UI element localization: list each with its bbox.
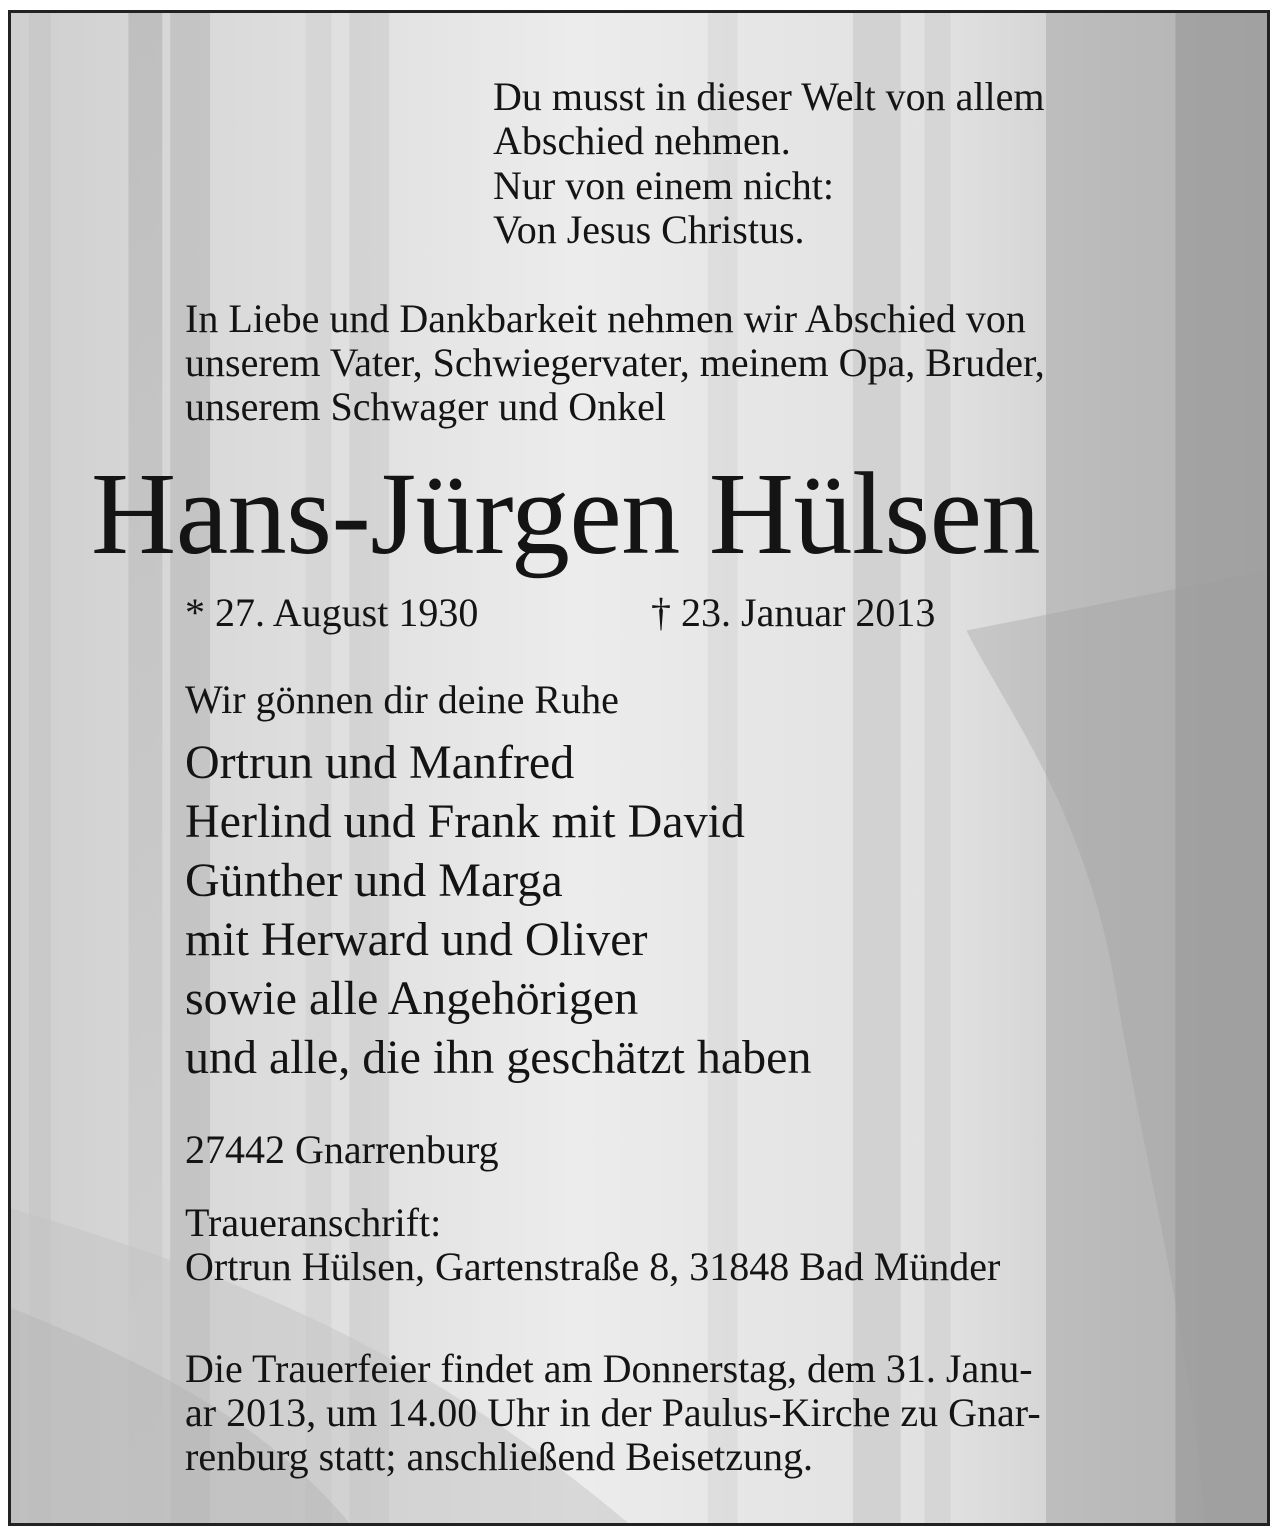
- family-line: Herlind und Frank mit David: [185, 795, 745, 848]
- birth-date: * 27. August 1930: [185, 590, 479, 635]
- address-label: Traueranschrift:: [185, 1200, 442, 1245]
- family-line: sowie alle Angehörigen: [185, 972, 639, 1025]
- family-line: Ortrun und Manfred: [185, 736, 575, 789]
- family-line: und alle, die ihn geschätzt haben: [185, 1031, 812, 1084]
- intro-line: unserem Schwager und Onkel: [185, 384, 666, 429]
- place-line: 27442 Gnarrenburg: [185, 1127, 499, 1172]
- death-date: † 23. Januar 2013: [651, 590, 936, 635]
- intro-line: In Liebe und Dankbarkeit nehmen wir Abschied von: [185, 296, 1026, 341]
- verse-line: Nur von einem nicht:: [493, 163, 835, 208]
- verse-line: Von Jesus Christus.: [493, 207, 805, 252]
- family-line: mit Herward und Oliver: [185, 913, 648, 966]
- verse-line: Du musst in dieser Welt von allem: [493, 74, 1045, 119]
- rest-line: Wir gönnen dir deine Ruhe: [185, 677, 619, 722]
- notice-frame: [8, 10, 1270, 1526]
- address-line: Ortrun Hülsen, Gartenstraße 8, 31848 Bad Münder: [185, 1244, 1001, 1289]
- service-line: Die Trauerfeier findet am Donnerstag, dem 31. Janu-: [185, 1346, 1033, 1391]
- family-line: Günther und Marga: [185, 854, 563, 907]
- verse-line: Abschied nehmen.: [493, 118, 791, 163]
- service-line: renburg statt; anschließend Beisetzung.: [185, 1434, 813, 1479]
- intro-line: unserem Vater, Schwiegervater, meinem Opa, Bruder,: [185, 340, 1045, 385]
- service-line: ar 2013, um 14.00 Uhr in der Paulus-Kirche zu Gnar-: [185, 1390, 1041, 1435]
- deceased-name: Hans-Jürgen Hülsen: [91, 448, 1041, 579]
